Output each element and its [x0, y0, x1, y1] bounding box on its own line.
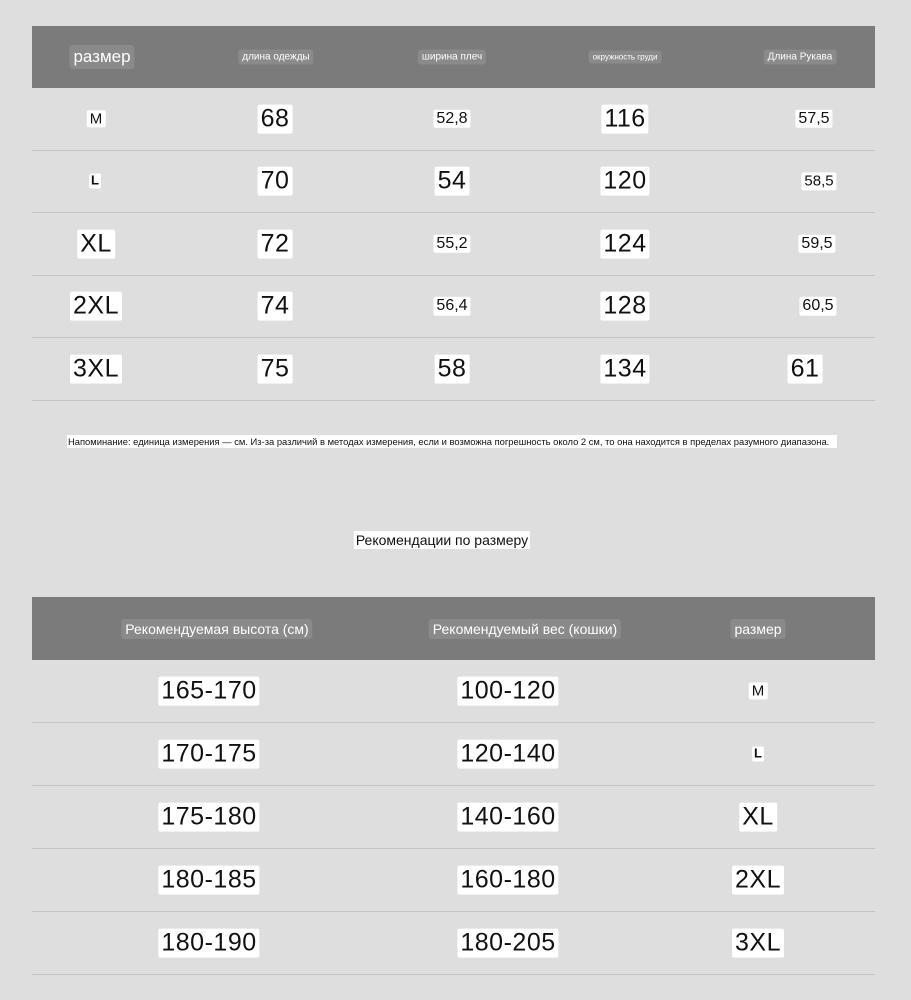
shoulder-cell: 56,4	[433, 297, 470, 315]
size-cell: 2XL	[732, 866, 784, 895]
chest-cell: 128	[600, 292, 649, 321]
header-weight: Рекомендуемый вес (кошки)	[429, 619, 621, 639]
height-cell: 165-170	[158, 677, 259, 706]
shoulder-cell: 52,8	[433, 110, 470, 128]
chest-cell: 124	[600, 229, 649, 258]
header-size: размер	[730, 619, 785, 639]
header-clothing-length: длина одежды	[238, 50, 313, 65]
height-cell: 170-175	[158, 740, 259, 769]
table-row	[32, 151, 875, 214]
header-shoulder-width: ширина плеч	[418, 50, 486, 65]
shoulder-cell: 58	[435, 354, 470, 383]
table-row	[32, 213, 875, 276]
table-row	[32, 849, 875, 912]
height-cell: 175-180	[158, 803, 259, 832]
header-height: Рекомендуемая высота (см)	[121, 619, 312, 639]
chest-cell: 134	[600, 354, 649, 383]
length-cell: 72	[258, 229, 293, 258]
size-chart-header	[32, 26, 875, 88]
size-cell: 3XL	[732, 929, 784, 958]
size-cell: M	[749, 682, 768, 699]
sleeve-cell: 58,5	[801, 173, 836, 190]
table-row	[32, 88, 875, 151]
chest-cell: 120	[600, 167, 649, 196]
measurement-note: Напоминание: единица измерения — см. Из-за различий в методах измерения, если и возможна погрешность около 2 см, то она находится в пределах разумного диапазона.	[67, 435, 837, 448]
size-cell: 2XL	[70, 292, 122, 321]
recommendation-table	[32, 597, 875, 975]
size-cell: M	[87, 110, 106, 127]
height-cell: 180-190	[158, 929, 259, 958]
sleeve-cell: 61	[788, 354, 823, 383]
header-size: размер	[69, 45, 134, 69]
size-cell: XL	[739, 803, 777, 832]
chest-cell: 116	[601, 104, 648, 133]
table-row	[32, 338, 875, 401]
length-cell: 75	[258, 354, 293, 383]
header-chest: окружность груди	[589, 51, 662, 64]
weight-cell: 120-140	[457, 740, 558, 769]
table-row	[32, 786, 875, 849]
shoulder-cell: 55,2	[433, 235, 470, 253]
size-cell: XL	[77, 229, 115, 258]
recommendation-header	[32, 597, 875, 660]
length-cell: 70	[258, 167, 293, 196]
header-sleeve-length: Длина Рукава	[764, 50, 837, 65]
table-row	[32, 276, 875, 339]
sleeve-cell: 57,5	[795, 110, 832, 128]
size-cell: 3XL	[70, 354, 122, 383]
table-row	[32, 723, 875, 786]
sleeve-cell: 59,5	[798, 235, 835, 253]
table-row	[32, 912, 875, 975]
table-row	[32, 660, 875, 723]
size-cell: L	[754, 745, 762, 761]
size-cell: L	[91, 172, 99, 188]
size-chart-table	[32, 26, 875, 401]
sleeve-cell: 60,5	[799, 297, 836, 315]
height-cell: 180-185	[158, 866, 259, 895]
weight-cell: 160-180	[457, 866, 558, 895]
weight-cell: 140-160	[457, 803, 558, 832]
weight-cell: 100-120	[457, 677, 558, 706]
weight-cell: 180-205	[457, 929, 558, 958]
recommendation-title: Рекомендации по размеру	[355, 532, 529, 548]
length-cell: 74	[258, 292, 293, 321]
shoulder-cell: 54	[435, 167, 470, 196]
length-cell: 68	[258, 104, 293, 133]
